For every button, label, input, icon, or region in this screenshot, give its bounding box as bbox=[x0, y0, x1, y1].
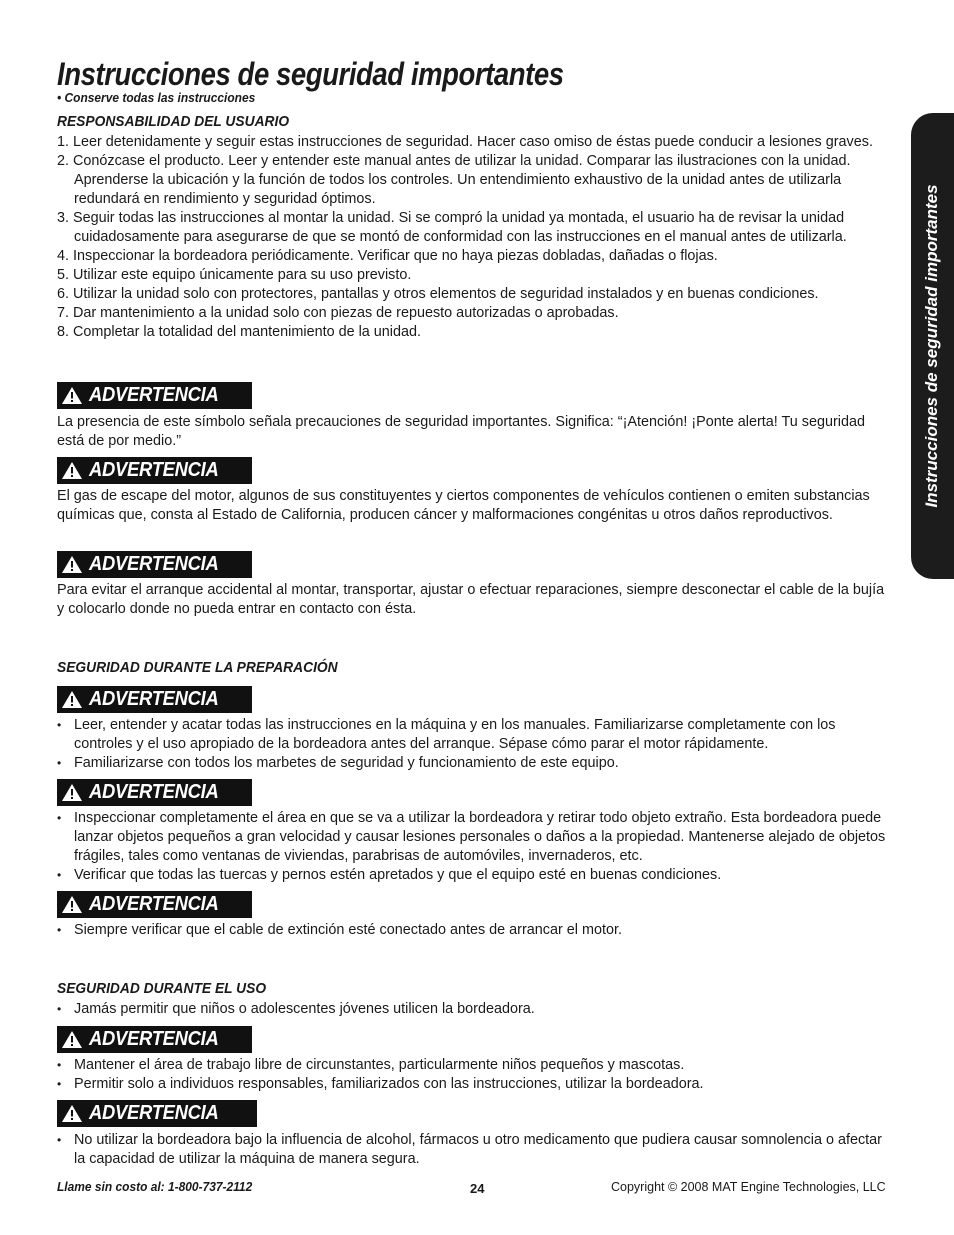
warning-label: ADVERTENCIA bbox=[89, 459, 219, 481]
warning-banner bbox=[57, 1026, 252, 1053]
page-subtitle: • Conserve todas las instrucciones bbox=[57, 90, 256, 105]
section-heading-preparation: SEGURIDAD DURANTE LA PREPARACIÓN bbox=[57, 659, 338, 676]
list-item: • Inspeccionar completamente el área en que se va a utilizar la bordeadora y retirar todo objeto extraño. Esta bordeadora puede lanzar objetos pequeños a gran velocidad y causar lesiones personales o daños a la propiedad. Mantenerse alejado de objetos frágiles, tales como ventanas de viviendas, parabrisas de automóviles, invernaderos, etc. bbox=[57, 809, 892, 866]
section-heading-operation: SEGURIDAD DURANTE EL USO bbox=[57, 980, 267, 997]
warning-triangle-icon bbox=[62, 387, 82, 404]
list-item: • Leer, entender y acatar todas las instrucciones en la máquina y en los manuales. Familiarizarse completamente con los controles y el uso apropiado de la bordeadora antes del arranque. Sépase cómo parar el motor rápidamente. bbox=[57, 716, 892, 754]
warning-banner bbox=[57, 779, 252, 806]
list-item: 7. Dar mantenimiento a la unidad solo con piezas de repuesto autorizadas o aprobadas. bbox=[57, 305, 619, 321]
warning-triangle-icon bbox=[62, 691, 82, 708]
list-item: • No utilizar la bordeadora bajo la influencia de alcohol, fármacos u otro medicamento que pudiera causar somnolencia o afectar la capacidad de utilizar la máquina de manera segura. bbox=[57, 1131, 892, 1169]
warning-banner bbox=[57, 686, 252, 713]
warning-label: ADVERTENCIA bbox=[89, 1102, 219, 1124]
warning-banner bbox=[57, 891, 252, 918]
warning-triangle-icon bbox=[62, 1105, 82, 1122]
list-item: 3. Seguir todas las instrucciones al montar la unidad. Si se compró la unidad ya montada, el usuario ha de revisar la unidad cuidadosamente para asegurarse de que se montó de conformidad con las instrucciones en el manual antes de utilizarla. bbox=[57, 210, 847, 245]
warning-banner bbox=[57, 457, 252, 484]
preparation-list-3 bbox=[57, 921, 892, 940]
page-number: 24 bbox=[470, 1181, 485, 1196]
list-item: • Familiarizarse con todos los marbetes de seguridad y funcionamiento de este equipo. bbox=[57, 754, 892, 773]
warning-label: ADVERTENCIA bbox=[89, 893, 219, 915]
list-item: • Permitir solo a individuos responsables, familiarizados con las instrucciones, utilizar la bordeadora. bbox=[57, 1075, 892, 1094]
list-item: 6. Utilizar la unidad solo con protectores, pantallas y otros elementos de seguridad instalados y en buenas condiciones. bbox=[57, 286, 819, 302]
warning-text: Para evitar el arranque accidental al montar, transportar, ajustar o efectuar reparaciones, siempre desconectar el cable de la bujía y colocarlo donde no pueda entrar en contacto con ésta. bbox=[57, 582, 885, 617]
list-item: 1. Leer detenidamente y seguir estas instrucciones de seguridad. Hacer caso omiso de éstas puede conducir a lesiones graves. bbox=[57, 134, 873, 150]
warning-label: ADVERTENCIA bbox=[89, 688, 219, 710]
warning-triangle-icon bbox=[62, 462, 82, 479]
operation-list-1 bbox=[57, 1056, 892, 1094]
warning-banner bbox=[57, 382, 252, 409]
list-item: 2. Conózcase el producto. Leer y entender este manual antes de utilizar la unidad. Comparar las ilustraciones con la unidad. Aprenderse la ubicación y la función de todos los controles. Un entendimiento exhaustivo de la unidad antes de utilizarla redundará en rendimiento y seguridad óptimos. bbox=[57, 153, 851, 207]
warning-triangle-icon bbox=[62, 1031, 82, 1048]
warning-label: ADVERTENCIA bbox=[89, 384, 219, 406]
warning-label: ADVERTENCIA bbox=[89, 553, 219, 575]
operation-intro-list bbox=[57, 1000, 892, 1019]
list-item: 4. Inspeccionar la bordeadora periódicamente. Verificar que no haya piezas dobladas, dañadas o flojas. bbox=[57, 248, 718, 264]
warning-triangle-icon bbox=[62, 896, 82, 913]
list-item: 5. Utilizar este equipo únicamente para su uso previsto. bbox=[57, 267, 412, 283]
preparation-list-2 bbox=[57, 809, 892, 885]
list-item: • Verificar que todas las tuercas y pernos estén apretados y que el equipo esté en buenas condiciones. bbox=[57, 866, 892, 885]
warning-label: ADVERTENCIA bbox=[89, 1028, 219, 1050]
list-item: • Mantener el área de trabajo libre de circunstantes, particularmente niños pequeños y mascotas. bbox=[57, 1056, 892, 1075]
list-item: 8. Completar la totalidad del mantenimiento de la unidad. bbox=[57, 324, 421, 340]
warning-triangle-icon bbox=[62, 784, 82, 801]
preparation-list-1 bbox=[57, 716, 892, 773]
operation-list-2 bbox=[57, 1131, 892, 1169]
warning-banner bbox=[57, 1100, 257, 1127]
warning-banner bbox=[57, 551, 252, 578]
section-heading-user-responsibility: RESPONSABILIDAD DEL USUARIO bbox=[57, 113, 290, 130]
side-tab-label: Instrucciones de seguridad importantes bbox=[922, 184, 941, 508]
user-responsibility-list bbox=[57, 133, 897, 342]
warning-text: El gas de escape del motor, algunos de sus constituyentes y ciertos componentes de vehículos contienen o emiten substancias químicas que, consta al Estado de California, producen cáncer y malformaciones congénitas u otros daños reproductivos. bbox=[57, 488, 870, 523]
warning-label: ADVERTENCIA bbox=[89, 781, 219, 803]
list-item: • Siempre verificar que el cable de extinción esté conectado antes de arrancar el motor. bbox=[57, 921, 892, 940]
footer-copyright: Copyright © 2008 MAT Engine Technologies, LLC bbox=[611, 1180, 886, 1194]
warning-triangle-icon bbox=[62, 556, 82, 573]
warning-text: La presencia de este símbolo señala precauciones de seguridad importantes. Significa: “¡Atención! ¡Ponte alerta! Tu seguridad está de por medio.” bbox=[57, 414, 865, 449]
list-item: • Jamás permitir que niños o adolescentes jóvenes utilicen la bordeadora. bbox=[57, 1000, 892, 1019]
page-title: Instrucciones de seguridad importantes bbox=[57, 56, 564, 92]
footer-phone: Llame sin costo al: 1-800-737-2112 bbox=[57, 1179, 253, 1194]
